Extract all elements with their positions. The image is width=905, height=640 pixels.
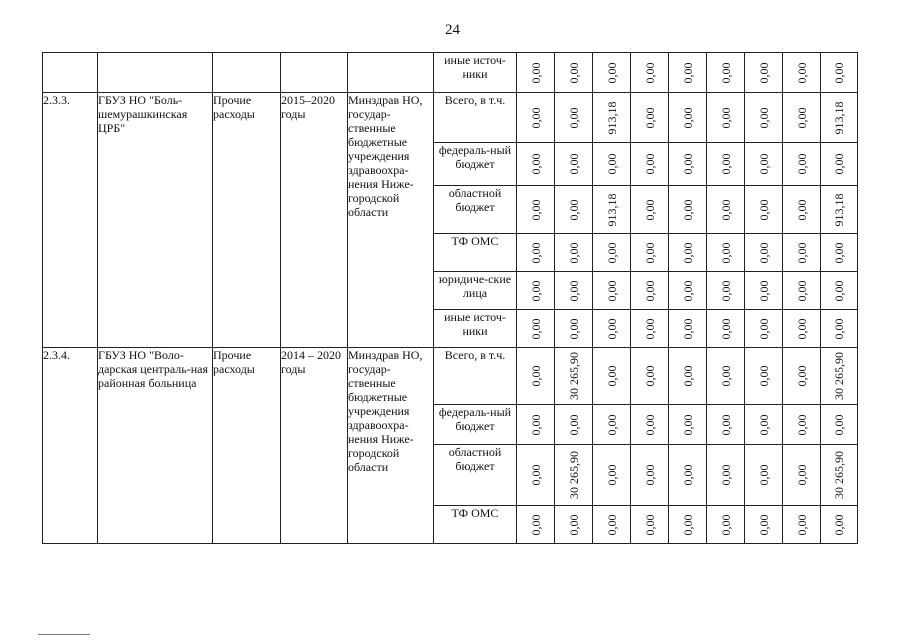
amount-cell [707, 445, 745, 506]
amount-cell [669, 348, 707, 405]
amount-value: 0,00 [566, 242, 581, 263]
amount-value: 0,00 [566, 199, 581, 220]
amount-value: 0,00 [642, 62, 657, 83]
amount-cell [593, 186, 631, 234]
row-code-cell: 2.3.4. [43, 348, 98, 544]
amount-cell [593, 53, 631, 93]
amount-cell [821, 445, 858, 506]
amount-value: 0,00 [718, 464, 733, 486]
amount-value: 0,00 [528, 464, 543, 486]
amount-value: 0,00 [794, 464, 809, 486]
amount-value: 0,00 [566, 414, 581, 435]
amount-cell [783, 405, 821, 445]
amount-cell [821, 186, 858, 234]
amount-cell [821, 234, 858, 272]
amount-value: 0,00 [794, 318, 809, 339]
amount-value: 0,00 [566, 62, 581, 83]
amount-value: 0,00 [832, 318, 846, 339]
amount-value: 0,00 [718, 62, 733, 83]
amount-value: 0,00 [528, 153, 543, 175]
amount-value: 30 265,90 [566, 451, 581, 499]
amount-value: 0,00 [604, 318, 619, 339]
institution-name-cell: ГБУЗ НО "Боль-шемурашкинская ЦРБ" [98, 93, 213, 348]
amount-value: 0,00 [794, 365, 809, 387]
amount-value: 0,00 [680, 414, 695, 435]
amount-cell [783, 143, 821, 186]
amount-value: 0,00 [528, 107, 543, 128]
amount-cell [821, 348, 858, 405]
amount-cell [669, 445, 707, 506]
amount-cell [517, 310, 555, 348]
amount-value: 0,00 [642, 107, 657, 128]
amount-value: 0,00 [604, 62, 619, 83]
amount-cell [555, 272, 593, 310]
amount-cell [593, 310, 631, 348]
amount-value: 0,00 [832, 414, 846, 435]
amount-cell [783, 186, 821, 234]
amount-value: 0,00 [718, 365, 733, 387]
amount-value: 0,00 [756, 280, 771, 301]
amount-value: 0,00 [642, 242, 657, 263]
amount-value: 0,00 [794, 153, 809, 175]
amount-value: 0,00 [528, 280, 543, 301]
amount-value: 0,00 [756, 514, 771, 535]
amount-cell [821, 143, 858, 186]
amount-value: 0,00 [642, 414, 657, 435]
amount-cell [517, 53, 555, 93]
amount-value: 0,00 [718, 153, 733, 175]
amount-cell [821, 310, 858, 348]
amount-cell [707, 405, 745, 445]
amount-cell [821, 93, 858, 143]
amount-value: 0,00 [794, 199, 809, 220]
amount-cell [593, 506, 631, 544]
amount-value: 0,00 [566, 514, 581, 535]
amount-cell [517, 445, 555, 506]
amount-cell [783, 53, 821, 93]
amount-value: 0,00 [642, 280, 657, 301]
amount-value: 0,00 [756, 464, 771, 486]
amount-cell [669, 506, 707, 544]
period-cell: 2014 – 2020 годы [281, 348, 348, 544]
amount-value: 30 265,90 [832, 352, 846, 400]
amount-cell [631, 272, 669, 310]
amount-value: 0,00 [718, 199, 733, 220]
amount-value: 0,00 [680, 365, 695, 387]
amount-cell [707, 186, 745, 234]
amount-value: 0,00 [566, 280, 581, 301]
amount-value: 0,00 [832, 62, 846, 83]
amount-cell [669, 310, 707, 348]
amount-cell [669, 234, 707, 272]
amount-value: 0,00 [756, 242, 771, 263]
amount-cell [631, 186, 669, 234]
amount-value: 0,00 [794, 62, 809, 83]
amount-value: 0,00 [680, 242, 695, 263]
amount-value: 0,00 [680, 280, 695, 301]
amount-cell [745, 310, 783, 348]
amount-value: 0,00 [528, 365, 543, 387]
amount-value: 0,00 [680, 318, 695, 339]
amount-cell [631, 405, 669, 445]
amount-cell [669, 405, 707, 445]
amount-cell [555, 53, 593, 93]
amount-cell [555, 93, 593, 143]
amount-value: 0,00 [642, 318, 657, 339]
amount-cell [593, 234, 631, 272]
amount-cell [517, 348, 555, 405]
amount-cell [593, 143, 631, 186]
amount-cell [669, 53, 707, 93]
amount-value: 0,00 [756, 107, 771, 128]
amount-value: 0,00 [718, 107, 733, 128]
amount-cell [745, 506, 783, 544]
amount-cell [555, 506, 593, 544]
amount-value: 30 265,90 [832, 451, 846, 499]
amount-cell [745, 143, 783, 186]
amount-value: 0,00 [756, 365, 771, 387]
amount-value: 913,18 [604, 193, 619, 226]
expense-type-cell: Прочие расходы [213, 93, 281, 348]
amount-value: 0,00 [566, 107, 581, 128]
amount-value: 0,00 [718, 242, 733, 263]
page-number: 24 [445, 22, 460, 38]
amount-value: 0,00 [756, 199, 771, 220]
amount-value: 0,00 [794, 280, 809, 301]
amount-value: 0,00 [680, 153, 695, 175]
period-cell [281, 53, 348, 93]
amount-value: 0,00 [794, 414, 809, 435]
amount-cell [707, 348, 745, 405]
amount-value: 0,00 [680, 514, 695, 535]
amount-cell [555, 186, 593, 234]
table-row [43, 348, 858, 405]
amount-cell [707, 272, 745, 310]
funding-source-cell: иные источ-ники [434, 53, 517, 93]
amount-value: 0,00 [794, 107, 809, 128]
amount-cell [707, 310, 745, 348]
amount-value: 0,00 [528, 514, 543, 535]
amount-cell [631, 310, 669, 348]
amount-value: 0,00 [680, 107, 695, 128]
funding-source-cell: иные источ-ники [434, 310, 517, 348]
amount-cell [517, 506, 555, 544]
amount-cell [707, 506, 745, 544]
amount-cell [555, 405, 593, 445]
amount-value: 30 265,90 [566, 352, 581, 400]
amount-cell [593, 93, 631, 143]
amount-cell [631, 506, 669, 544]
table-body [43, 53, 858, 544]
amount-value: 0,00 [756, 414, 771, 435]
row-code-cell [43, 53, 98, 93]
executor-cell [348, 53, 434, 93]
funding-source-cell: ТФ ОМС [434, 234, 517, 272]
footer-rule [38, 634, 90, 635]
amount-cell [593, 405, 631, 445]
amount-cell [745, 272, 783, 310]
amount-cell [631, 234, 669, 272]
amount-value: 0,00 [604, 414, 619, 435]
amount-cell [517, 143, 555, 186]
expense-type-cell [213, 53, 281, 93]
amount-value: 0,00 [642, 365, 657, 387]
budget-table [42, 52, 858, 544]
amount-value: 913,18 [832, 101, 846, 134]
funding-source-cell: областной бюджет [434, 445, 517, 506]
institution-name-cell: ГБУЗ НО "Воло-дарская централь-ная районная больница [98, 348, 213, 544]
amount-value: 0,00 [832, 153, 846, 175]
amount-cell [783, 234, 821, 272]
amount-cell [517, 405, 555, 445]
amount-value: 0,00 [528, 414, 543, 435]
amount-cell [669, 272, 707, 310]
amount-value: 0,00 [718, 280, 733, 301]
amount-value: 0,00 [604, 365, 619, 387]
amount-value: 0,00 [794, 514, 809, 535]
amount-cell [745, 405, 783, 445]
amount-cell [707, 93, 745, 143]
funding-source-cell: областной бюджет [434, 186, 517, 234]
amount-value: 0,00 [528, 199, 543, 220]
amount-cell [783, 506, 821, 544]
amount-cell [593, 272, 631, 310]
amount-cell [783, 272, 821, 310]
amount-value: 0,00 [604, 280, 619, 301]
amount-value: 0,00 [604, 514, 619, 535]
amount-value: 0,00 [528, 62, 543, 83]
amount-value: 0,00 [642, 514, 657, 535]
amount-cell [669, 186, 707, 234]
amount-cell [517, 93, 555, 143]
amount-value: 0,00 [680, 62, 695, 83]
amount-cell [707, 143, 745, 186]
amount-value: 0,00 [832, 514, 846, 535]
amount-value: 0,00 [642, 153, 657, 175]
amount-cell [517, 234, 555, 272]
amount-value: 0,00 [642, 199, 657, 220]
amount-value: 0,00 [718, 414, 733, 435]
amount-cell [555, 310, 593, 348]
amount-cell [555, 234, 593, 272]
amount-cell [555, 445, 593, 506]
amount-value: 0,00 [566, 318, 581, 339]
amount-value: 0,00 [680, 199, 695, 220]
amount-value: 0,00 [528, 242, 543, 263]
amount-cell [821, 272, 858, 310]
amount-value: 913,18 [832, 193, 846, 226]
amount-cell [593, 445, 631, 506]
amount-value: 0,00 [604, 242, 619, 263]
amount-cell [669, 93, 707, 143]
period-cell: 2015–2020 годы [281, 93, 348, 348]
amount-value: 0,00 [680, 464, 695, 486]
amount-cell [745, 186, 783, 234]
amount-cell [745, 348, 783, 405]
amount-value: 0,00 [756, 318, 771, 339]
institution-name-cell [98, 53, 213, 93]
amount-cell [783, 93, 821, 143]
amount-value: 0,00 [756, 62, 771, 83]
amount-value: 0,00 [756, 153, 771, 175]
table-row [43, 53, 858, 93]
amount-cell [669, 143, 707, 186]
funding-source-cell: федераль-ный бюджет [434, 143, 517, 186]
executor-cell: Минздрав НО, государ-ственные бюджетные учреждения здравоохра-нения Ниже-городской области [348, 348, 434, 544]
amount-cell [631, 445, 669, 506]
amount-cell [593, 348, 631, 405]
funding-source-cell: юридиче-ские лица [434, 272, 517, 310]
amount-value: 0,00 [718, 318, 733, 339]
amount-cell [745, 234, 783, 272]
funding-source-cell: Всего, в т.ч. [434, 348, 517, 405]
amount-cell [821, 53, 858, 93]
amount-cell [745, 93, 783, 143]
executor-cell: Минздрав НО, государ-ственные бюджетные учреждения здравоохра-нения Ниже-городской области [348, 93, 434, 348]
amount-cell [821, 506, 858, 544]
expense-type-cell: Прочие расходы [213, 348, 281, 544]
amount-value: 0,00 [718, 514, 733, 535]
amount-cell [555, 348, 593, 405]
amount-value: 0,00 [528, 318, 543, 339]
amount-cell [631, 143, 669, 186]
amount-cell [745, 53, 783, 93]
amount-cell [631, 93, 669, 143]
amount-value: 0,00 [604, 153, 619, 175]
amount-cell [517, 186, 555, 234]
amount-value: 0,00 [832, 280, 846, 301]
amount-cell [783, 445, 821, 506]
amount-cell [631, 53, 669, 93]
row-code-cell: 2.3.3. [43, 93, 98, 348]
amount-cell [631, 348, 669, 405]
amount-cell [707, 53, 745, 93]
amount-value: 0,00 [566, 153, 581, 175]
table-row [43, 93, 858, 143]
funding-source-cell: Всего, в т.ч. [434, 93, 517, 143]
amount-value: 0,00 [832, 242, 846, 263]
amount-cell [783, 348, 821, 405]
amount-cell [821, 405, 858, 445]
amount-value: 0,00 [794, 242, 809, 263]
amount-value: 0,00 [604, 464, 619, 486]
funding-source-cell: ТФ ОМС [434, 506, 517, 544]
amount-cell [745, 445, 783, 506]
amount-value: 0,00 [642, 464, 657, 486]
funding-source-cell: федераль-ный бюджет [434, 405, 517, 445]
amount-cell [517, 272, 555, 310]
amount-cell [555, 143, 593, 186]
amount-cell [783, 310, 821, 348]
amount-cell [707, 234, 745, 272]
amount-value: 913,18 [604, 101, 619, 134]
